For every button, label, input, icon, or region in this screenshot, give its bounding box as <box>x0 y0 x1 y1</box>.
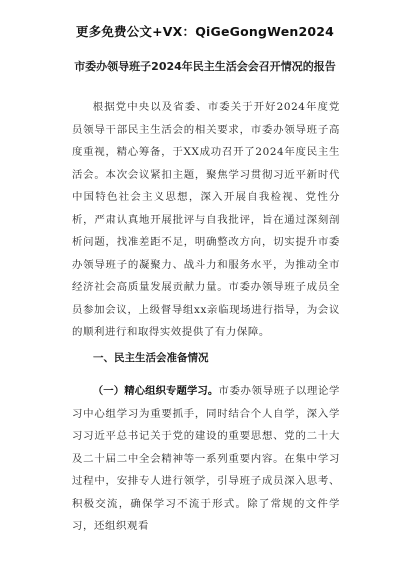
promo-banner: 更多免费公文+VX：QiGeGongWen2024 <box>75 24 335 39</box>
subsection-lead: （一）精心组织专题学习。 <box>92 385 219 397</box>
section-heading: 一、民主生活会准备情况 <box>93 352 209 364</box>
document-title: 市委办领导班子2024年民主生活会会召开情况的报告 <box>74 60 336 73</box>
intro-paragraph: 根据党中央以及省委、市委关于开好2024年度党员领导干部民主生活会的相关要求，市委办领导班子高度重视，精心筹备，于XX成功召开了2024年度民主生活会。本次会议紧扣主题，聚焦学习贯彻习近平新时代中国特色社会主义思想，深入开展自我检视、党性分析，严肃认真地开展批评与自我批评，旨在通过深刻剖析问题，找准差距不足，明确整改方向，切实提升市委办领导班子的凝聚力、战斗力和服务水平，为推动全市经济社会高质量发展贡献力量。市委办领导班子成员全员参加会议，上级督导组xx亲临现场进行指导，为会议的顺利进行和取得实效提供了有力保障。 <box>72 101 340 338</box>
subsection-text: 市委办领导班子以理论学习中心组学习为重要抓手，同时结合个人自学，深入学习习近平总书记关于党的建设的重要思想、党的二十大及二十届二中全会精神等一系列重要内容。在集中学习过程中，安排专人进行领学，引导班子成员深入思考、积极交流，确保学习不流于形式。除了常规的文件学习，还组织观看 <box>72 385 341 532</box>
subsection-paragraph <box>72 380 340 538</box>
